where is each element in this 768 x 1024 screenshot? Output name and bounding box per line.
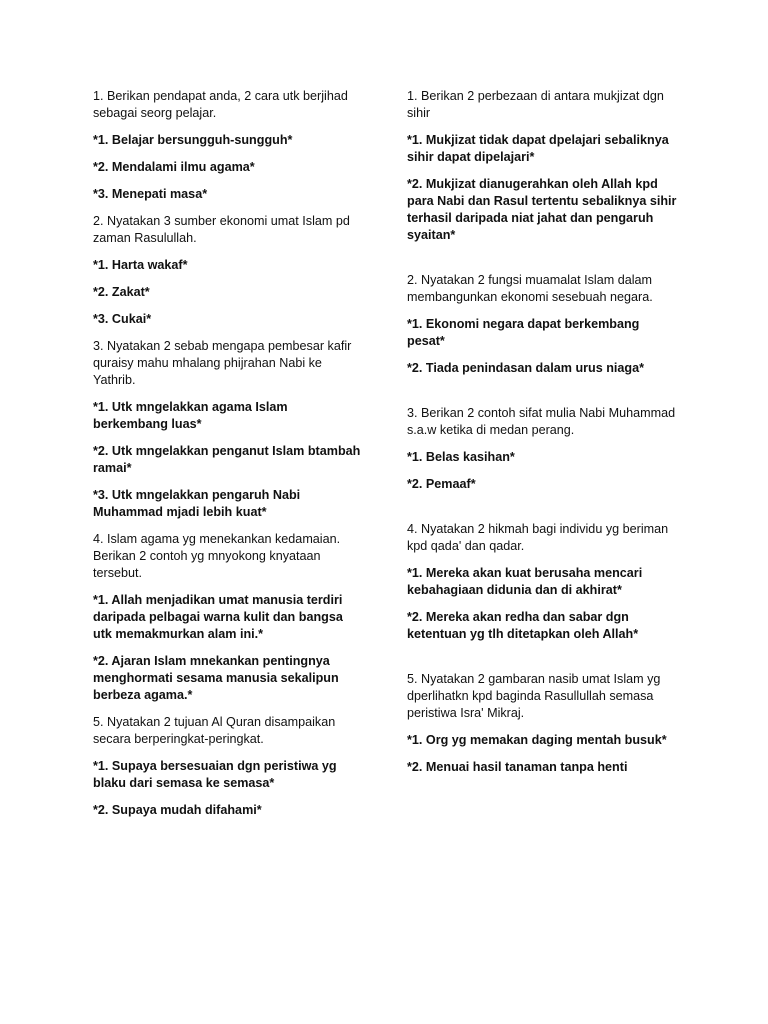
- answer-text: *3. Cukai*: [93, 312, 152, 326]
- answer-text: *2. Supaya mudah difahami*: [93, 803, 262, 817]
- question-text: 3. Berikan 2 contoh sifat mulia Nabi Muhammad s.a.w ketika di medan perang.: [407, 406, 676, 437]
- answer-text: *1. Belajar bersungguh-sungguh*: [93, 133, 293, 147]
- answer-text: *1. Ekonomi negara dapat berkembang pesat*: [407, 317, 640, 348]
- question-text: 3. Nyatakan 2 sebab mengapa pembesar kafir quraisy mahu mhalang phijrahan Nabi ke Yathrib.: [93, 339, 352, 387]
- answer-text: *2. Mereka akan redha dan sabar dgn ketentuan yg tlh ditetapkan oleh Allah*: [407, 610, 639, 641]
- answer-text: *3. Utk mngelakkan pengaruh Nabi Muhammad mjadi lebih kuat*: [93, 488, 301, 519]
- answer-text: *1. Belas kasihan*: [407, 450, 515, 464]
- answer-text: *1. Allah menjadikan umat manusia terdiri daripada pelbagai warna kulit dan bangsa utk memakmurkan alam ini.*: [93, 593, 343, 641]
- answer-text: *2. Pemaaf*: [407, 477, 476, 491]
- answer-text: *2. Menuai hasil tanaman tanpa henti: [407, 760, 628, 774]
- answer-text: *2. Utk mngelakkan penganut Islam btambah ramai*: [93, 444, 361, 475]
- question-text: 4. Nyatakan 2 hikmah bagi individu yg beriman kpd qada' dan qadar.: [407, 522, 669, 553]
- right-column: [407, 88, 677, 776]
- answer-text: *3. Menepati masa*: [93, 187, 208, 201]
- question-text: 4. Islam agama yg menekankan kedamaian. Berikan 2 contoh yg mnyokong knyataan tersebut.: [93, 532, 341, 580]
- question-text: 5. Nyatakan 2 gambaran nasib umat Islam yg dperlihatkn kpd baginda Rasullullah semasa peristiwa Isra' Mikraj.: [407, 672, 661, 720]
- answer-text: *2. Zakat*: [93, 285, 150, 299]
- answer-text: *1. Mukjizat tidak dapat dpelajari sebaliknya sihir dapat dipelajari*: [407, 133, 669, 164]
- question-text: 1. Berikan 2 perbezaan di antara mukjizat dgn sihir: [407, 89, 664, 120]
- answer-text: *1. Utk mngelakkan agama Islam berkembang luas*: [93, 400, 288, 431]
- answer-text: *2. Ajaran Islam mnekankan pentingnya menghormati sesama manusia sekalipun berbeza agama.*: [93, 654, 339, 702]
- question-text: 2. Nyatakan 2 fungsi muamalat Islam dalam membangunkan ekonomi sesebuah negara.: [407, 273, 653, 304]
- question-text: 1. Berikan pendapat anda, 2 cara utk berjihad sebagai seorg pelajar.: [93, 89, 348, 120]
- question-text: 2. Nyatakan 3 sumber ekonomi umat Islam pd zaman Rasulullah.: [93, 214, 350, 245]
- answer-text: *2. Mukjizat dianugerahkan oleh Allah kpd para Nabi dan Rasul tertentu sebaliknya sihir terhasil daripada niat jahat dan pengaruh syaitan*: [407, 177, 677, 242]
- question-text: 5. Nyatakan 2 tujuan Al Quran disampaikan secara berperingkat-peringkat.: [93, 715, 336, 746]
- answer-text: *1. Harta wakaf*: [93, 258, 188, 272]
- answer-text: *2. Mendalami ilmu agama*: [93, 160, 255, 174]
- answer-text: *1. Mereka akan kuat berusaha mencari kebahagiaan didunia dan di akhirat*: [407, 566, 643, 597]
- answer-text: *1. Org yg memakan daging mentah busuk*: [407, 733, 667, 747]
- answer-text: *2. Tiada penindasan dalam urus niaga*: [407, 361, 645, 375]
- left-column: [93, 88, 365, 819]
- answer-text: *1. Supaya bersesuaian dgn peristiwa yg blaku dari semasa ke semasa*: [93, 759, 337, 790]
